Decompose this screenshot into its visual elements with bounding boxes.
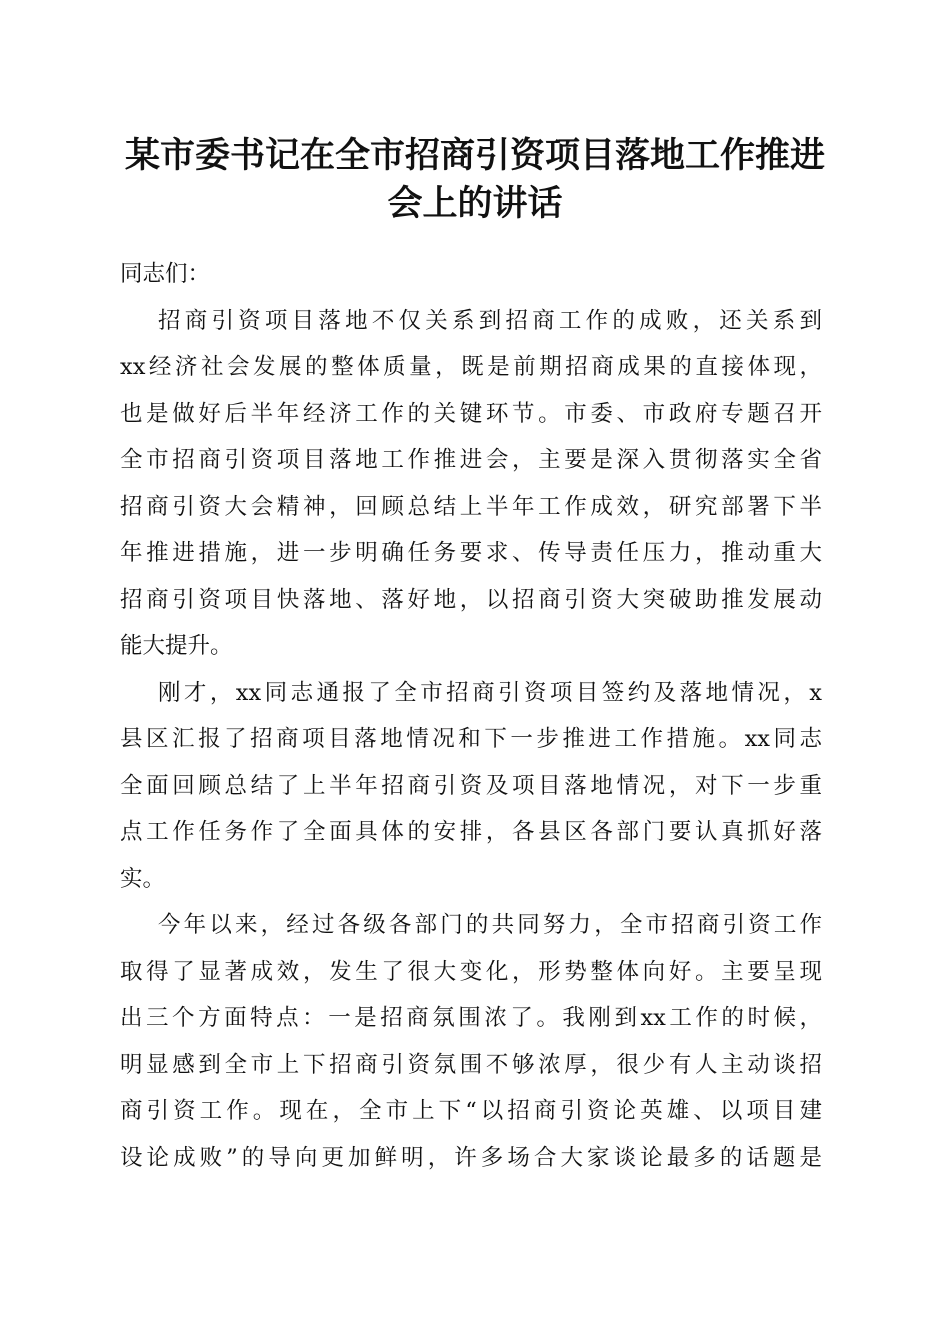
text-line: 刚才，xx同志通报了全市招商引资项目签约及落地情况，x bbox=[158, 679, 822, 706]
text-line: 年推进措施，进一步明确任务要求、传导责任压力，推动重大 bbox=[120, 540, 822, 566]
text-line: 县区汇报了招商项目落地情况和下一步推进工作措施。xx同志 bbox=[120, 726, 822, 752]
text-line: 招商引资项目快落地、落好地，以招商引资大突破助推发展动 bbox=[120, 586, 822, 613]
salutation: 同志们： bbox=[120, 261, 211, 287]
paragraph-3 bbox=[120, 902, 822, 1181]
text-line: 明显感到全市上下招商引资氛围不够浓厚，很少有人主动谈招 bbox=[120, 1051, 822, 1078]
title-line: 会上的讲话 bbox=[387, 183, 563, 224]
text-line: 全市招商引资项目落地工作推进会，主要是深入贯彻落实全省 bbox=[120, 447, 822, 473]
text-line: 实。 bbox=[120, 865, 166, 892]
text-line: 出三个方面特点：一是招商氛围浓了。我刚到xx工作的时候， bbox=[120, 1005, 822, 1031]
text-line: 设论成败”的导向更加鲜明，许多场合大家谈论最多的话题是 bbox=[120, 1144, 822, 1171]
text-line: xx经济社会发展的整体质量，既是前期招商成果的直接体现， bbox=[120, 354, 822, 380]
text-line: 全面回顾总结了上半年招商引资及项目落地情况，对下一步重 bbox=[120, 772, 822, 799]
title-line: 某市委书记在全市招商引资项目落地工作推进 bbox=[124, 135, 825, 176]
text-line: 今年以来，经过各级各部门的共同努力，全市招商引资工作 bbox=[158, 912, 822, 938]
text-line: 取得了显著成效，发生了很大变化，形势整体向好。主要呈现 bbox=[120, 958, 822, 985]
text-line: 招商引资大会精神，回顾总结上半年工作成效，研究部署下半 bbox=[120, 493, 822, 520]
text-line: 能大提升。 bbox=[120, 633, 233, 659]
text-line: 点工作任务作了全面具体的安排，各县区各部门要认真抓好落 bbox=[120, 819, 822, 845]
paragraph-2 bbox=[120, 670, 822, 903]
text-line: 商引资工作。现在，全市上下“以招商引资论英雄、以项目建 bbox=[120, 1098, 822, 1124]
document-body bbox=[120, 251, 822, 1181]
paragraph-1 bbox=[120, 298, 822, 670]
text-line: 也是做好后半年经济工作的关键环节。市委、市政府专题召开 bbox=[120, 400, 822, 427]
text-line: 招商引资项目落地不仅关系到招商工作的成败，还关系到 bbox=[158, 307, 822, 334]
document-title bbox=[110, 132, 840, 228]
